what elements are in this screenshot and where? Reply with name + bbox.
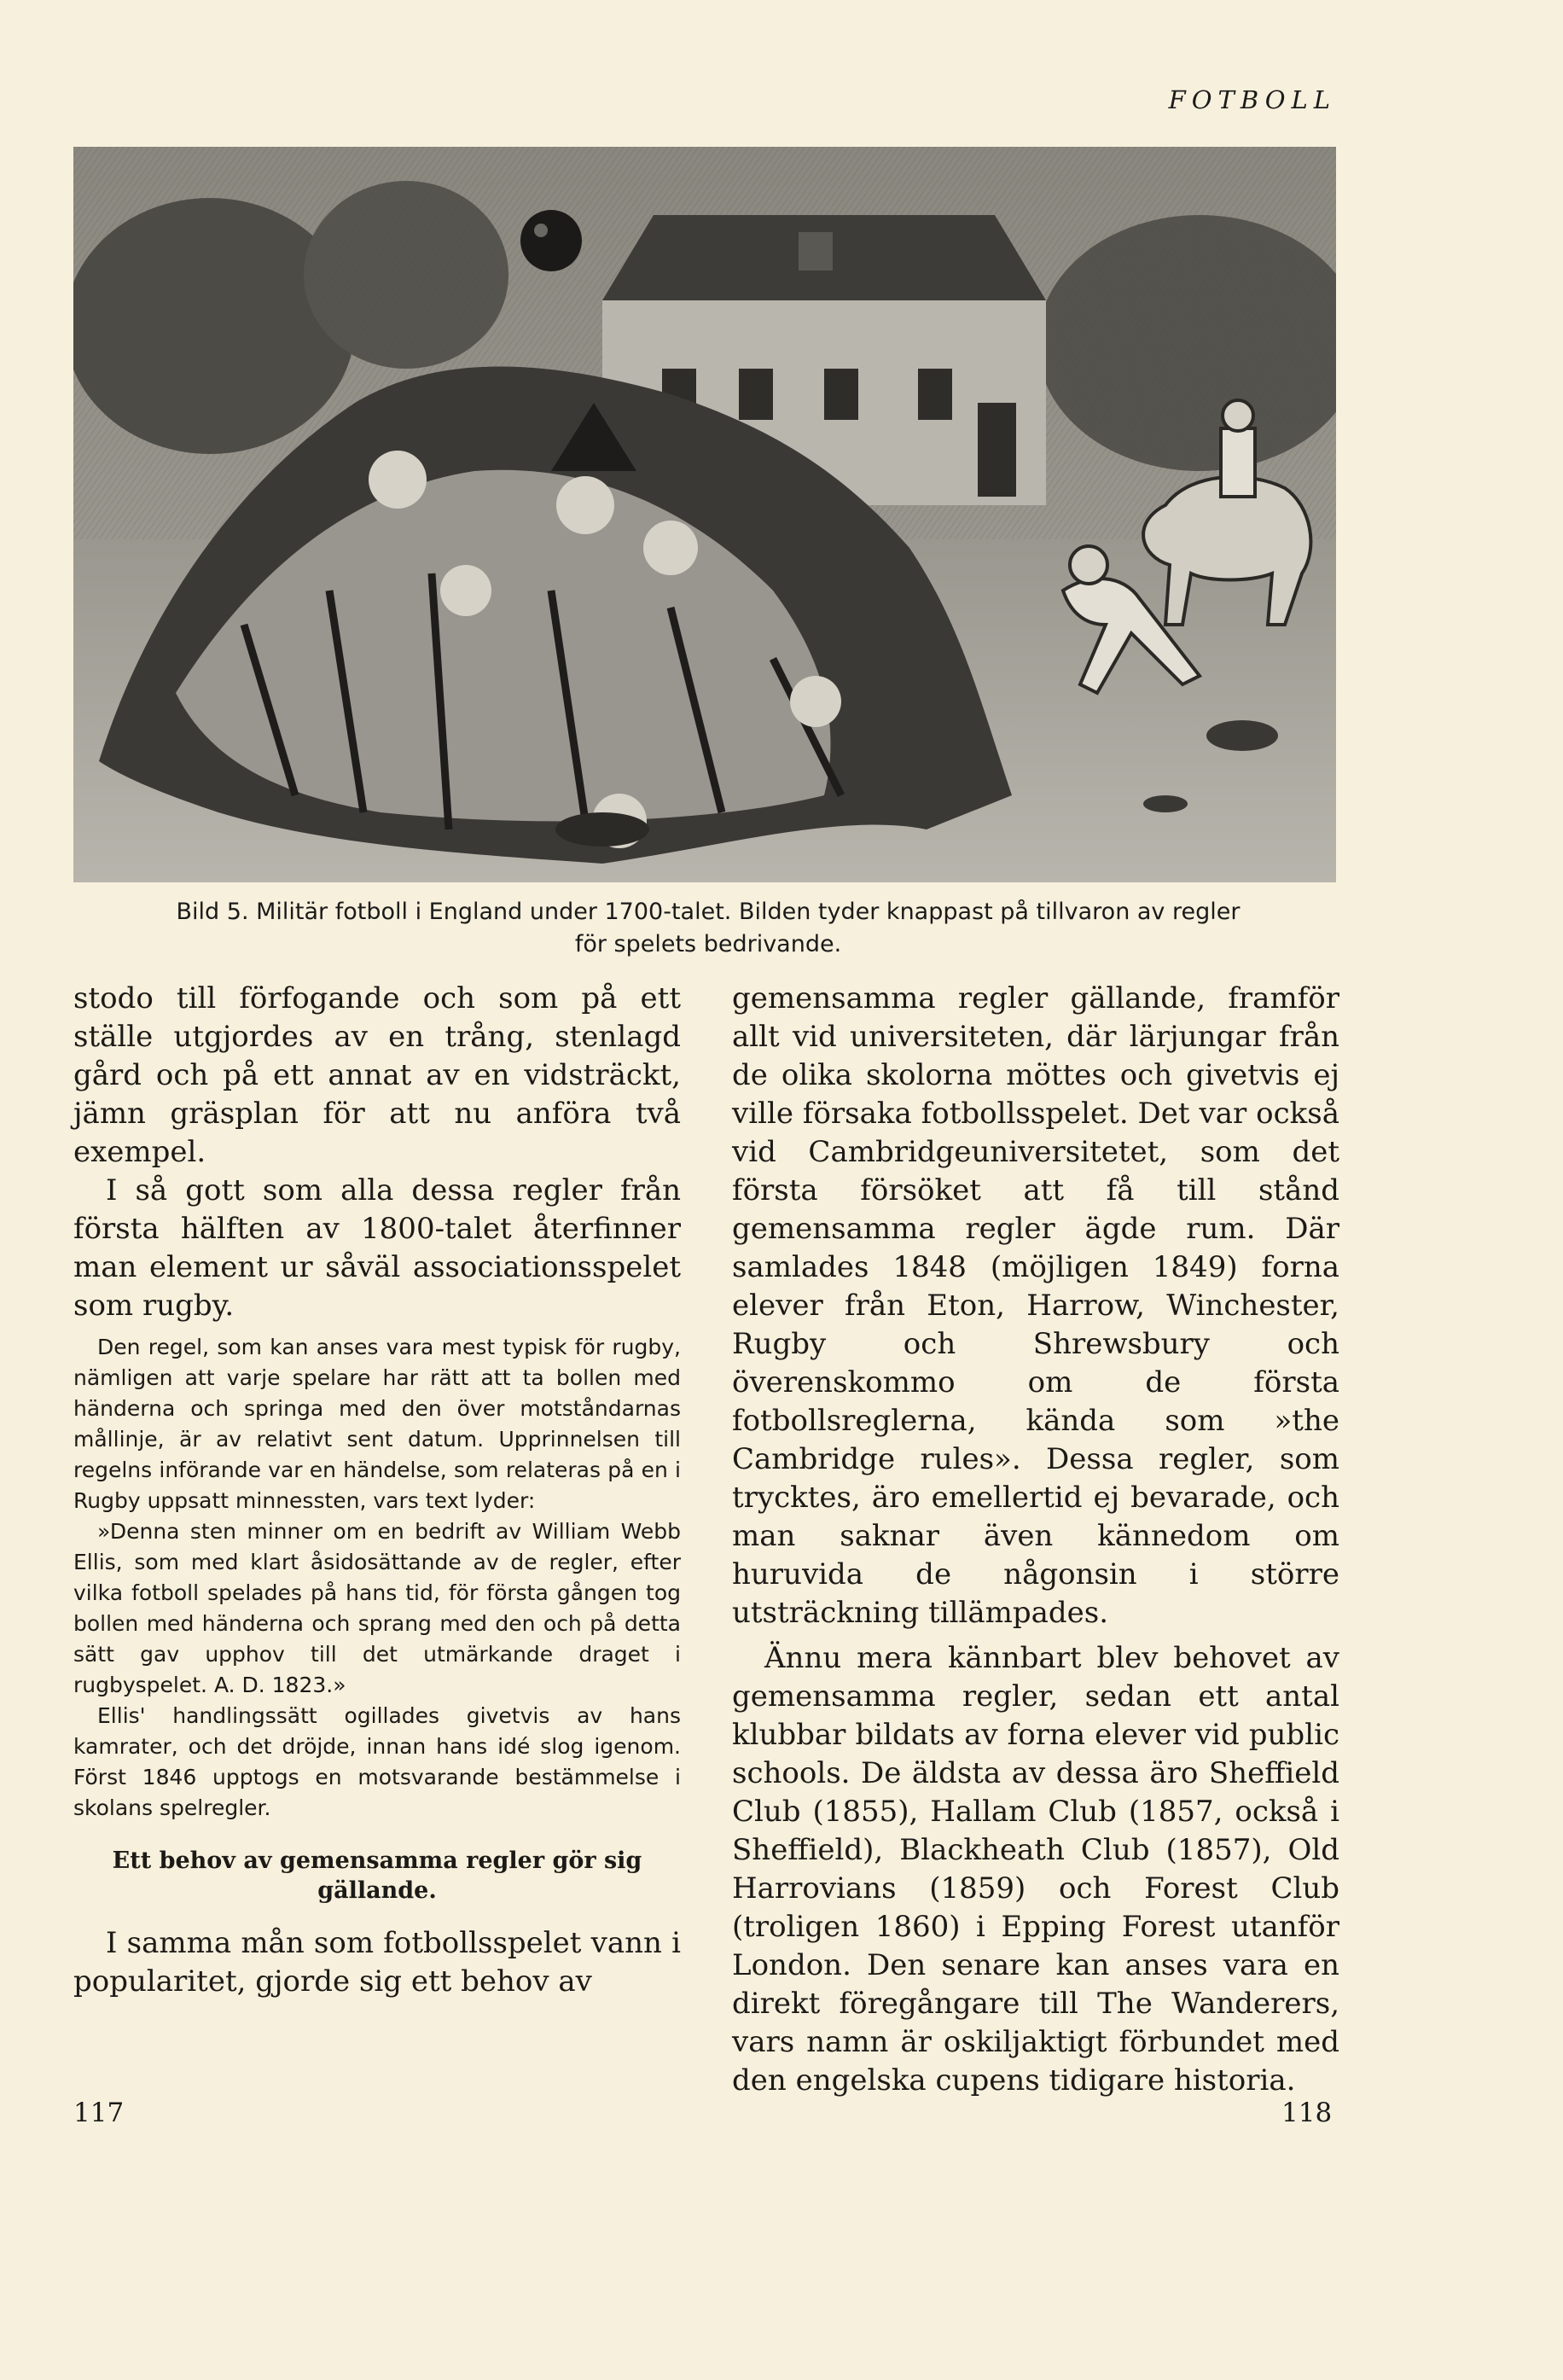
engraving-illustration xyxy=(73,147,1336,882)
memorial-inscription: »Denna sten minner om en bedrift av William Webb Ellis, som med klart åsidosättande av de regler, efter vilka fotboll spelades på hans tid, för första gången tog bollen med händerna och sprang med den och på detta sätt gav upphov till det utmärkande draget i rugbyspelet. A. D. 1823.» xyxy=(73,1519,681,1697)
section-subheading: Ett behov av gemensamma regler gör sig gällande. xyxy=(112,1848,642,1904)
left-paragraph-2: I så gott som alla dessa regler från första hälften av 1800-talet återfinner man element ur såväl associationsspelet som rugby. xyxy=(73,1173,681,1323)
left-column xyxy=(73,980,681,2001)
left-paragraph-3: Den regel, som kan anses vara mest typisk för rugby, nämligen att varje spelare har rätt att ta bollen med händerna och springa med den över motståndarnas mållinje, är av relativt sent datum. Upprinnelsen till regelns införande var en händelse, som relateras på en i Rugby uppsatt minnessten, vars text lyder: xyxy=(73,1335,681,1513)
right-paragraph-1: gemensamma regler gällande, framför allt vid universiteten, där lärjungar från de olika skolorna möttes och givetvis ej ville försaka fotbollsspelet. Det var också vid Cambridgeuniversitetet, som det första försöket att få till stånd gemensamma regler ägde rum. Där samlades 1848 (möjligen 1849) forna elever från Eton, Harrow, Winchester, Rugby och Shrewsbury och överenskommo om de första fotbollsreglerna, kända som »the Cambridge rules». Dessa regler, som trycktes, äro emellertid ej bevarade, och man saknar även kännedom om huruvida de någonsin i större utsträckning tillämpades. xyxy=(732,981,1339,1630)
caption-line-2: för spelets bedrivande. xyxy=(574,931,842,957)
left-paragraph-5: Ellis' handlingssätt ogillades givetvis av hans kamrater, och det dröjde, innan hans idé slog igenom. Först 1846 upptogs en motsvarande bestämmelse i skolans spelregler. xyxy=(73,1703,681,1820)
right-paragraph-2: Ännu mera kännbart blev behovet av gemensamma regler, sedan ett antal klubbar bildats av forna elever vid public schools. De äldsta av dessa äro Sheffield Club (1855), Hallam Club (1857, också i Sheffield), Blackheath Club (1857), Old Harrovians (1859) och Forest Club (troligen 1860) i Epping Forest utanför London. Den senare kan anses vara en direkt föregångare till The Wanderers, vars namn är oskiljaktigt förbundet med den engelska cupens tidigare historia. xyxy=(732,1641,1339,2098)
left-paragraph-6: I samma mån som fotbollsspelet vann i popularitet, gjorde sig ett behov av xyxy=(73,1926,681,1999)
page-number-left: 117 xyxy=(73,2098,125,2128)
page-number-right: 118 xyxy=(1281,2098,1333,2128)
military-football-engraving xyxy=(73,147,1336,882)
right-column xyxy=(732,980,1339,2100)
figure-caption xyxy=(94,896,1322,961)
caption-line-1: Bild 5. Militär fotboll i England under 1700-talet. Bilden tyder knappast på tillvaron av regler xyxy=(176,899,1241,925)
left-paragraph-1: stodo till förfogande och som på ett ställe utgjordes av en trång, stenlagd gård och på ett annat av en vidsträckt, jämn gräsplan för att nu anföra två exempel. xyxy=(73,981,681,1169)
running-head: FOTBOLL xyxy=(1168,85,1336,114)
